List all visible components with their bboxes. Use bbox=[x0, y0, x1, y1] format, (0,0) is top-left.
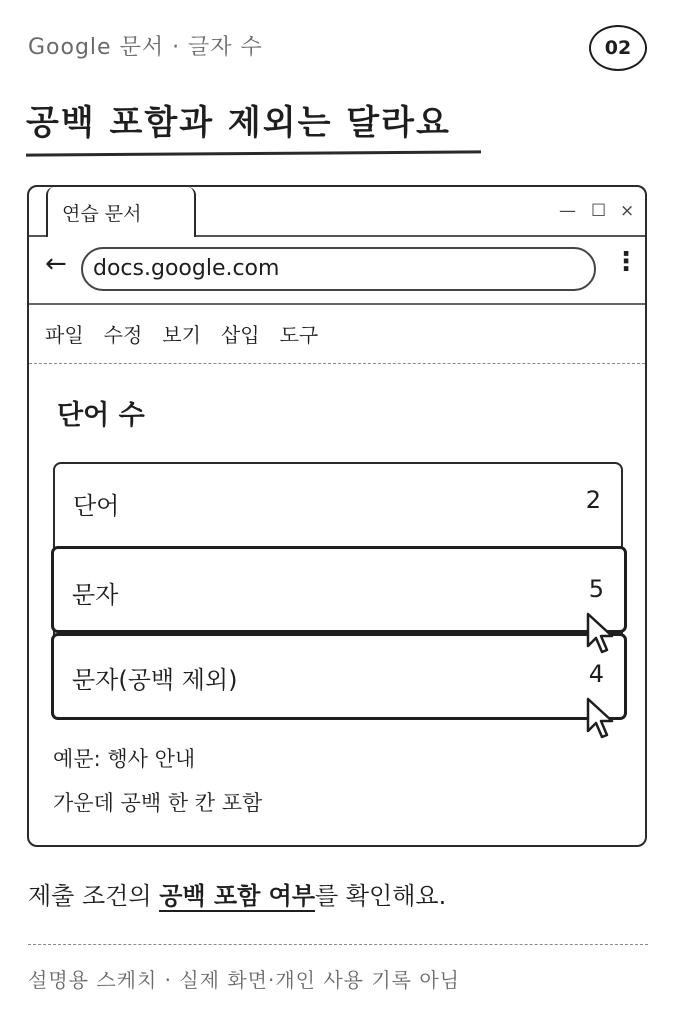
address-bar-row bbox=[29, 237, 645, 303]
minimize-icon[interactable]: — bbox=[559, 201, 576, 221]
example-text-line-1: 예문: 행사 안내 bbox=[53, 747, 196, 771]
count-row-label: 문자 bbox=[72, 581, 119, 609]
headline: 공백 포함과 제외는 달라요 bbox=[26, 103, 451, 143]
page-number-badge bbox=[589, 25, 647, 71]
menu-edit[interactable]: 수정 bbox=[103, 323, 143, 347]
count-row-value: 2 bbox=[585, 486, 601, 514]
footer-note: 설명용 스케치 · 실제 화면·개인 사용 기록 아님 bbox=[28, 968, 460, 992]
menubar-divider bbox=[29, 363, 645, 364]
mouse-cursor-icon bbox=[585, 612, 615, 656]
menu-insert[interactable]: 삽입 bbox=[220, 323, 260, 347]
browser-tab[interactable] bbox=[46, 187, 196, 237]
example-text-line-2: 가운데 공백 한 칸 포함 bbox=[53, 791, 263, 815]
caption-text-after: 를 확인해요. bbox=[315, 882, 447, 910]
maximize-icon[interactable]: ☐ bbox=[591, 201, 607, 221]
count-row-value: 5 bbox=[588, 575, 604, 603]
menu-tools[interactable]: 도구 bbox=[279, 323, 319, 347]
count-row-label: 단어 bbox=[73, 492, 120, 520]
count-row-characters bbox=[51, 546, 627, 633]
headline-underline bbox=[26, 150, 481, 156]
browser-window bbox=[27, 185, 647, 847]
count-row-words bbox=[55, 464, 621, 546]
mouse-cursor-icon bbox=[585, 697, 615, 741]
word-count-dialog-title: 단어 수 bbox=[57, 400, 145, 431]
page-number: 02 bbox=[604, 37, 632, 59]
word-count-table bbox=[53, 462, 623, 720]
menu-view[interactable]: 보기 bbox=[162, 323, 201, 347]
series-label: Google 문서 · 글자 수 bbox=[28, 35, 263, 60]
close-icon[interactable]: × bbox=[620, 201, 635, 221]
caption bbox=[28, 876, 446, 911]
count-row-value: 4 bbox=[588, 660, 604, 688]
caption-text-before: 제출 조건의 bbox=[28, 882, 160, 910]
address-bar-divider bbox=[29, 303, 645, 305]
docs-menubar bbox=[45, 319, 318, 348]
menu-file[interactable]: 파일 bbox=[45, 323, 84, 347]
back-arrow-icon[interactable]: ← bbox=[45, 249, 67, 279]
count-row-label: 문자(공백 제외) bbox=[72, 666, 238, 694]
tab-title: 연습 문서 bbox=[62, 203, 142, 225]
more-menu-icon[interactable]: ⋮ bbox=[613, 247, 639, 277]
address-bar[interactable] bbox=[81, 247, 596, 291]
caption-emphasis: 공백 포함 여부 bbox=[159, 882, 316, 910]
url-text: docs.google.com bbox=[93, 256, 280, 281]
footer-divider bbox=[28, 944, 648, 945]
count-row-characters-no-spaces bbox=[51, 633, 627, 720]
